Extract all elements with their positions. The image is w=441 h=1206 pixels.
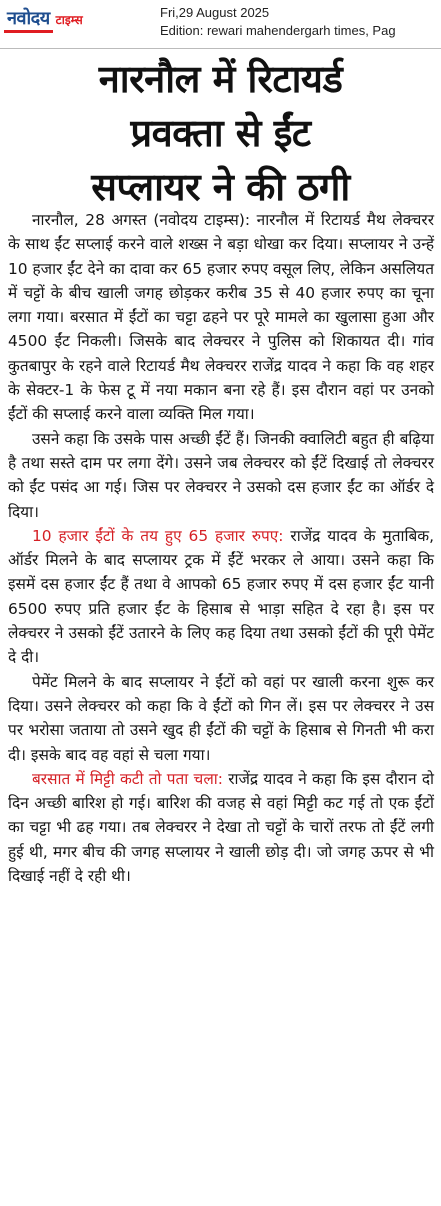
paragraph-4: पेमेंट मिलने के बाद सप्लायर ने ईंटों को वहां पर खाली करना शुरू कर दिया। उसने लेक्चरर को कहा कि वे ईंटों को गिन लें। इस पर लेक्चरर ने उस पर भरोसा जताया तो उसने खुद ही ईंटों की चट्टों के हिसाब से गिनती भी करा दी। इसके बाद वह वहां से चला गया। [8, 672, 434, 764]
headline-line-3: सप्लायर ने की ठगी [91, 165, 350, 209]
edition-label: Edition: rewari mahendergarh times, Pag [160, 23, 396, 38]
paragraph-2: उसने कहा कि उसके पास अच्छी ईंटें हैं। जिनकी क्वालिटी बहुत ही बढ़िया है तथा सस्ते दाम पर लगा देंगे। उसने जब लेक्चरर को ईंटें दिखाई तो लेक्चरर को ईंट पसंद आ गई। जिस पर लेक्चरर ने उसको दस हजार ईंट का ऑर्डर दे दिया। [8, 429, 434, 521]
subheading-price: 10 हजार ईंटों के तय हुए 65 हजार रुपए: [32, 526, 284, 545]
paragraph-5 [8, 767, 434, 888]
edition-meta [160, 4, 441, 40]
paragraph-3 [8, 524, 434, 670]
paragraph-5-text: राजेंद्र यादव ने कहा कि इस दौरान दो दिन अच्छी बारिश हो गई। बारिश की वजह से वहां मिट्टी कट गई तो एक ईंटों का चट्टा भी ढह गया। तब लेक्चरर ने देखा तो चट्टों के चारों तरफ तो ईंटें लगी हुई थी, मगर बीच की जगह सप्लायर ने खाली छोड़ दी। जो जगह ऊपर से भी दिखाई नहीं दे रही थी। [8, 769, 434, 886]
subheading-rain: बरसात में मिट्टी कटी तो पता चला: [32, 769, 223, 788]
paragraph-1: नारनौल, 28 अगस्त (नवोदय टाइम्स): नारनौल में रिटायर्ड मैथ लेक्चरर के साथ ईंट सप्लाई करने वाले शख्स ने बड़ा धोखा कर दिया। सप्लायर ने उन्हें 10 हजार ईंट देने का दावा कर 65 हजार रुपए वसूल लिए, लेकिन असलियत में चट्टों के बीच खाली जगह छोड़कर करीब 35 से 40 हजार रुपए का चूना लगा गया। बरसात में ईंटों का चट्टा ढहने पर पूरे मामले का खुलासा हुआ और 4500 ईंट निकली। जिसके बाद लेक्चरर ने पुलिस को शिकायत दी। गांव कुतबापुर के रहने वाले रिटायर्ड मैथ लेक्चरर राजेंद्र यादव ने कहा कि वह शहर के सेक्टर-1 के फेस टू में नया मकान बना रहे हैं। इस दौरान वहां पर उनको ईंटों की सप्लाई करने वाला व्यक्ति मिल गया। [8, 211, 434, 424]
article-headline [6, 52, 435, 214]
newspaper-logo[interactable] [4, 6, 154, 40]
logo-brand: नवोदय [4, 6, 53, 33]
issue-date: Fri,29 August 2025 [160, 5, 270, 20]
headline-line-1: नारनौल में रिटायर्ड [98, 57, 343, 101]
paragraph-3-text: राजेंद्र यादव के मुताबिक, ऑर्डर मिलने के बाद सप्लायर ट्रक में ईंटें भरकर ले आया। उसने कहा कि इसमें दस हजार ईंट हैं तथा वे आपको 65 हजार रुपए में दस हजार ईंट यानी 6500 रुपए प्रति हजार ईंट के हिसाब से भाड़ा सहित दे रहा है। इस पर लेक्चरर ने उसको ईंटें उतारने के लिए कह दिया तथा उसको ईंटों की पूरी पेमेंट दे दी। [8, 526, 434, 667]
article-body [8, 208, 434, 888]
logo-sub: टाइम्स [55, 13, 83, 27]
page-header [0, 0, 441, 49]
headline-line-2: प्रवक्ता से ईंट [130, 111, 311, 155]
